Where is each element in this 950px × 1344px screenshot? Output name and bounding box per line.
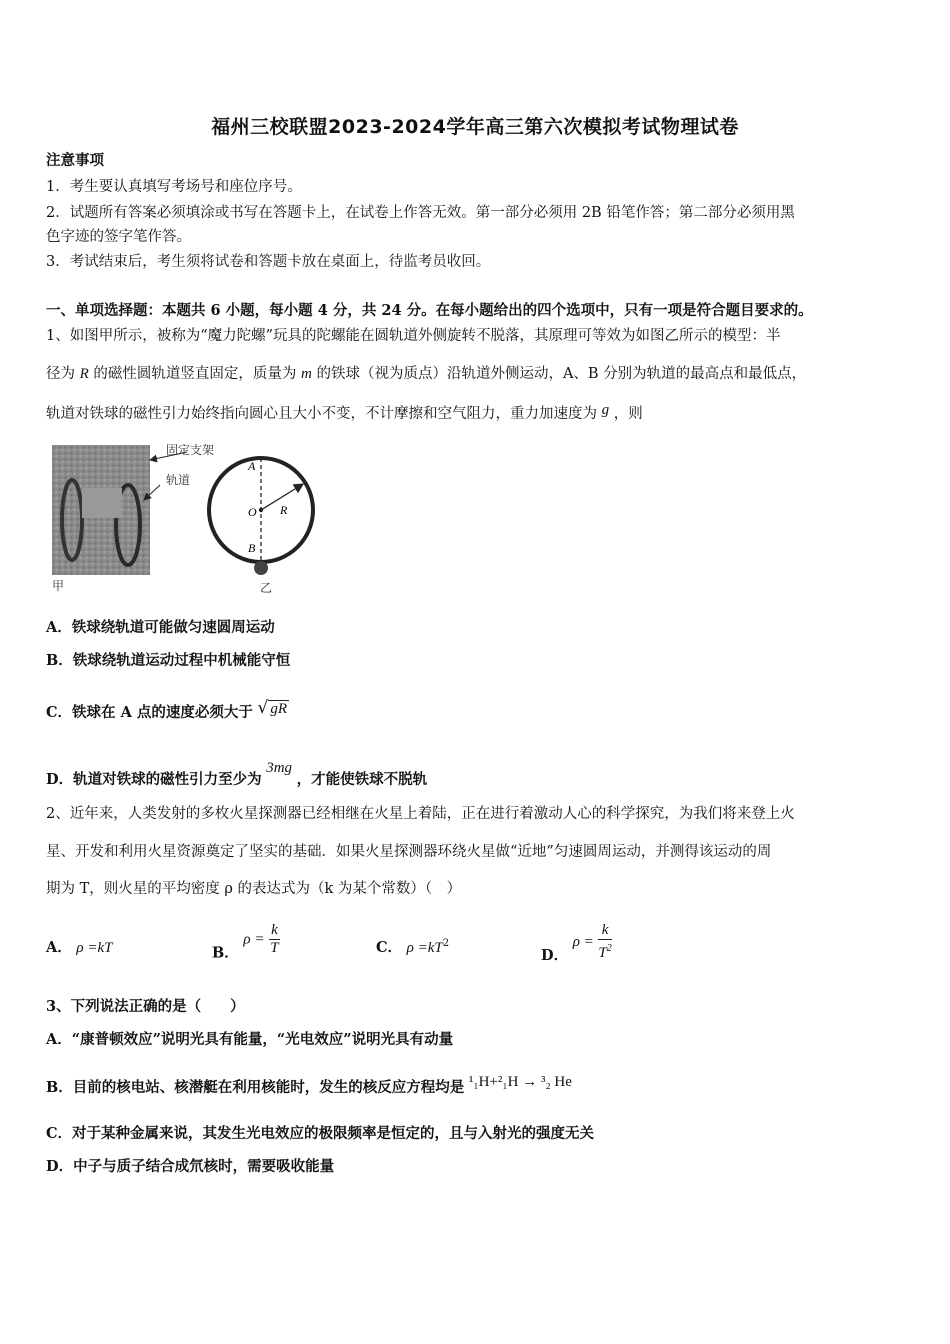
notice-item-2: 2．试题所有答案必须填涂或书写在答题卡上，在试卷上作答无效。第一部分必须用 2B 铅笔作答；第二部分必须用黑: [46, 205, 795, 221]
q2-option-c-sup: 2: [442, 938, 450, 949]
q2-option-d-sup: 2: [606, 943, 612, 954]
label-A: A: [248, 459, 256, 473]
q1-var-m: m: [301, 366, 312, 382]
q1-option-d-text-a: D．轨道对铁球的磁性引力至少为: [46, 771, 262, 788]
q1-line3: [46, 400, 908, 424]
q1-line1: 1、如图甲所示，被称为“魔力陀螺”玩具的陀螺能在圆轨道外侧旋转不脱落，其原理可等效为如图乙所示的模型：半: [46, 328, 781, 344]
q2-option-d: [541, 922, 612, 965]
q2-option-d-den: [598, 940, 611, 962]
q2-option-b: [212, 922, 280, 963]
notice-heading: 注意事项: [46, 152, 104, 169]
q2-option-c: [376, 936, 449, 957]
q2-option-b-den: T: [270, 940, 279, 956]
q3-option-b: [46, 1072, 908, 1098]
label-B: B: [248, 541, 256, 555]
notice-item-3: 3．考试结束后，考生须将试卷和答题卡放在桌面上，待监考员收回。: [46, 254, 491, 270]
q1-line2-a: 径为: [46, 366, 75, 382]
q2-option-b-frac: [269, 922, 280, 957]
q1-option-c-text: C．铁球在 A 点的速度必须大于: [46, 704, 253, 721]
exam-title: 福州三校联盟2023-2024学年高三第六次模拟考试物理试卷: [211, 116, 739, 138]
q2-option-b-label: B．: [212, 944, 239, 962]
q2-option-b-num: k: [271, 922, 278, 938]
q3-option-c: C．对于某种金属来说，其发生光电效应的极限频率是恒定的，且与入射光的强度无关: [46, 1125, 595, 1142]
q2-line2: 星、开发和利用火星资源奠定了坚实的基础．如果火星探测器环绕火星做“近地”匀速圆周运动，并测得该运动的周: [46, 844, 772, 860]
notice-item-1: 1．考生要认真填写考场号和座位序号。: [46, 179, 302, 195]
q1-var-R: R: [79, 366, 89, 382]
q1-option-d: [46, 758, 908, 790]
label-track: 轨道: [166, 473, 191, 487]
q1-line2-c: 的铁球（视为质点）沿轨道外侧运动，A、B 分别为轨道的最高点和最低点，: [316, 366, 807, 382]
q2-option-c-math: ρ =kT: [406, 940, 443, 956]
q3-option-b-text: B．目前的核电站、核潜艇在利用核能时，发生的核反应方程均是: [46, 1079, 465, 1096]
q1-figure: [52, 440, 342, 604]
q1-line2: [46, 364, 908, 384]
q1-option-b: B．铁球绕轨道运动过程中机械能守恒: [46, 652, 291, 669]
q1-option-d-text-b: ，才能使铁球不脱轨: [296, 771, 428, 788]
q2-option-c-label: C．: [376, 939, 403, 956]
q2-option-b-lhs: ρ =: [243, 931, 265, 948]
q2-line3: 期为 T，则火星的平均密度 ρ 的表达式为（k 为某个常数）（ ）: [46, 881, 462, 897]
q1-option-c-math: gR: [270, 701, 288, 717]
q1-option-d-math: 3mg: [266, 760, 293, 776]
q2-option-d-den-text: T: [598, 945, 607, 961]
notice-item-2-cont: 色字迹的签字笔作答。: [46, 229, 191, 245]
q1-line2-b: 的磁性圆轨道竖直固定，质量为: [93, 366, 297, 382]
q2-line1: 2、近年来，人类发射的多枚火星探测器已经相继在火星上着陆，正在进行着激动人心的科学探究，为我们将来登上火: [46, 806, 795, 822]
q1-option-c: [46, 698, 908, 723]
center-point: [259, 508, 263, 512]
label-bracket: 固定支架: [166, 443, 215, 457]
q1-option-a: A．铁球绕轨道可能做匀速圆周运动: [46, 619, 275, 636]
label-O: O: [248, 505, 257, 519]
section1-heading: 一、单项选择题：本题共 6 小题，每小题 4 分，共 24 分。在每小题给出的四个选项中，只有一项是符合题目要求的。: [46, 302, 813, 319]
q1-line3-a: 轨道对铁球的磁性引力始终指向圆心且大小不变，不计摩擦和空气阻力，重力加速度为: [46, 406, 597, 422]
q3-option-a: A．“康普顿效应”说明光具有能量，“光电效应”说明光具有动量: [46, 1031, 454, 1048]
q2-option-d-label: D．: [541, 947, 569, 964]
q3-option-d: D．中子与质子结合成氘核时，需要吸收能量: [46, 1158, 335, 1175]
q3-option-b-math: ¹₁H+²₁H → ³₂ He: [468, 1074, 572, 1090]
q2-option-d-frac: [598, 922, 611, 962]
q2-option-d-lhs: ρ =: [572, 934, 594, 950]
q1-figure-svg: [52, 440, 342, 600]
q2-option-a: [46, 936, 112, 957]
q1-line3-b: ，则: [613, 406, 643, 422]
q2-option-a-label: A．: [46, 939, 72, 956]
photo-body: [82, 488, 122, 518]
q2-option-a-math: ρ =kT: [76, 940, 113, 956]
q2-option-d-num: k: [598, 922, 611, 940]
sqrt-icon: √: [257, 698, 269, 718]
label-yi: 乙: [260, 581, 273, 595]
iron-ball: [254, 561, 268, 575]
q1-var-g: g: [601, 402, 610, 418]
label-jia: 甲: [52, 579, 65, 593]
label-R: R: [280, 503, 288, 517]
q3-line1: 3、下列说法正确的是（ ）: [46, 998, 245, 1015]
